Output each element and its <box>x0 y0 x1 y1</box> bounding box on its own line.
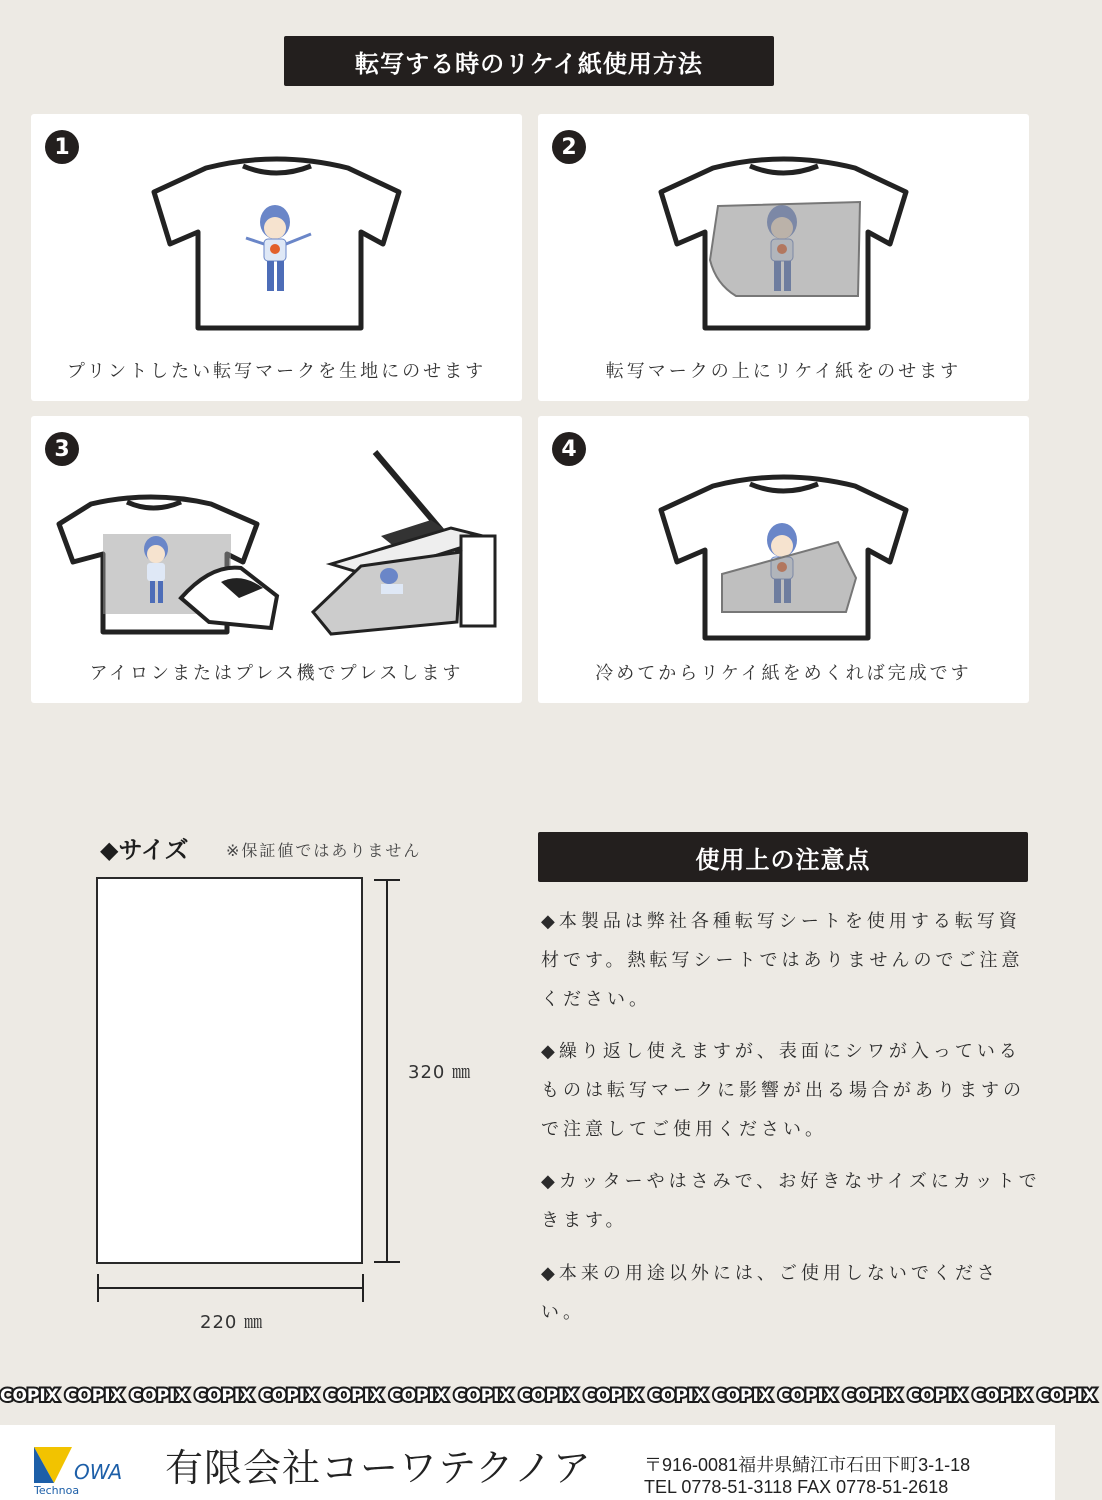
cautions-heading: 使用上の注意点 <box>538 832 1028 882</box>
step-caption: 冷めてからリケイ紙をめくれば完成です <box>595 663 972 684</box>
footer <box>0 1425 1055 1500</box>
brand-word: COPIX <box>129 1386 189 1406</box>
caution-item-2: ◆繰り返し使えますが、表面にシワが入っているものは転写マークに影響が出る場合がありますので注意してご使用ください。 <box>541 1041 1025 1140</box>
brand-word: COPIX <box>777 1386 837 1406</box>
caution-item-3: ◆カッターやはさみで、お好きなサイズにカットできます。 <box>541 1171 1041 1231</box>
company-name: 有限会社コーワテクノア <box>165 1446 592 1490</box>
brand-word: COPIX <box>907 1386 967 1406</box>
height-dimension-label: 320 ㎜ <box>408 1062 472 1083</box>
brand-word: COPIX <box>583 1386 643 1406</box>
step-caption: プリントしたい転写マークを生地にのせます <box>66 361 487 382</box>
caution-item-4: ◆本来の用途以外には、ご使用しないでください。 <box>541 1263 999 1323</box>
company-phone: TEL 0778-51-3118 FAX 0778-51-2618 <box>644 1477 949 1497</box>
brand-word: COPIX <box>648 1386 708 1406</box>
brand-word: COPIX <box>194 1386 254 1406</box>
brand-word: COPIX <box>259 1386 319 1406</box>
width-dimension-label: 220 ㎜ <box>200 1312 264 1333</box>
step-number-badge: 1 <box>45 130 79 164</box>
brand-word: COPIX <box>518 1386 578 1406</box>
step-number-badge: 4 <box>552 432 586 466</box>
brand-word: COPIX <box>713 1386 772 1406</box>
step-number-badge: 3 <box>45 432 79 466</box>
size-heading: ◆サイズ <box>100 836 189 864</box>
caution-item-1: ◆本製品は弊社各種転写シートを使用する転写資材です。熱転写シートではありませんのでご注意ください。 <box>541 911 1024 1010</box>
brand-word: COPIX <box>1037 1386 1097 1406</box>
page-title: 転写する時のリケイ紙使用方法 <box>284 36 774 86</box>
svg-text:Technoa: Technoa <box>34 1484 80 1497</box>
brand-word: COPIX <box>972 1386 1032 1406</box>
step-caption: 転写マークの上にリケイ紙をのせます <box>605 361 962 382</box>
brand-word: COPIX <box>388 1386 448 1406</box>
brand-word: COPIX <box>0 1386 59 1406</box>
size-note: ※保証値ではありません <box>226 841 422 860</box>
brand-strip <box>0 1384 1097 1408</box>
company-logo <box>32 1445 132 1495</box>
svg-text:OWA: OWA <box>74 1460 123 1484</box>
brand-word: COPIX <box>324 1386 383 1406</box>
brand-word: COPIX <box>64 1386 124 1406</box>
step-number-badge: 2 <box>552 130 586 164</box>
brand-word: COPIX <box>842 1386 902 1406</box>
step-caption: アイロンまたはプレス機でプレスします <box>89 663 464 684</box>
brand-word: COPIX <box>453 1386 513 1406</box>
company-address: 〒916-0081福井県鯖江市石田下町3-1-18 <box>644 1455 971 1475</box>
